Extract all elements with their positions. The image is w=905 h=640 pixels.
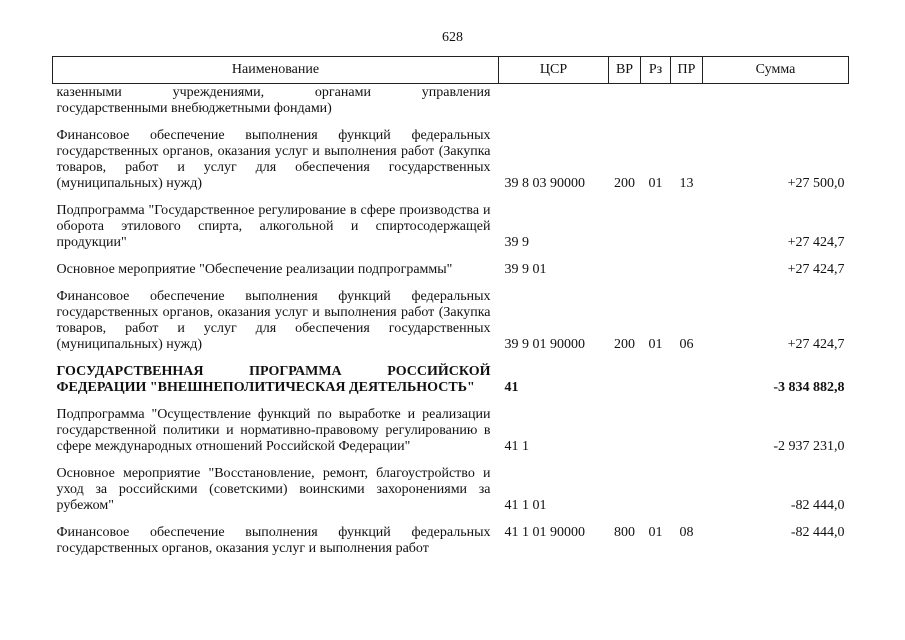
- row-rz: 01: [648, 176, 663, 191]
- table-row-program: [53, 364, 849, 407]
- row-vr: [609, 466, 641, 525]
- row-sum: [703, 84, 849, 129]
- row-csr: 41 1 01 90000: [504, 525, 585, 540]
- row-rz: [641, 466, 671, 525]
- row-rz: [641, 364, 671, 407]
- table-row: [53, 128, 849, 203]
- column-header-sum: Сумма: [703, 57, 849, 84]
- table-header-row: [53, 57, 849, 84]
- row-rz: [641, 84, 671, 129]
- column-header-vr: ВР: [609, 57, 641, 84]
- row-rz: [641, 203, 671, 262]
- row-vr: 200: [614, 176, 635, 191]
- table-row: [53, 289, 849, 364]
- table-row: [53, 203, 849, 262]
- row-csr: 39 9 01: [504, 262, 547, 277]
- row-csr: 39 8 03 90000: [504, 176, 585, 191]
- row-csr: 39 9 01 90000: [504, 337, 585, 352]
- row-pr: 08: [679, 525, 694, 540]
- row-csr: [499, 84, 609, 129]
- row-sum: -2 937 231,0: [773, 439, 845, 454]
- row-sum: -82 444,0: [790, 525, 845, 540]
- page-number: 628: [442, 30, 463, 45]
- row-pr: [671, 203, 703, 262]
- row-csr: 41 1 01: [504, 498, 547, 513]
- row-sum: +27 500,0: [787, 176, 845, 191]
- row-vr: [609, 84, 641, 129]
- row-csr: 39 9: [504, 235, 529, 250]
- row-pr: [671, 466, 703, 525]
- row-pr: 13: [679, 176, 694, 191]
- table-row: [53, 84, 849, 129]
- row-csr: 41 1: [504, 439, 529, 454]
- row-vr: [609, 407, 641, 466]
- row-name: Финансовое обеспечение выполнения функций федеральных государственных органов, оказания услуг и выполнения работ: [56, 525, 491, 556]
- row-sum: +27 424,7: [787, 235, 845, 250]
- row-name: Финансовое обеспечение выполнения функций федеральных государственных органов, оказания услуг и выполнения работ (Закупка товаров, работ и услуг для обеспечения государственных (муниципальных) нужд): [56, 289, 491, 352]
- row-name: Подпрограмма "Осуществление функций по выработке и реализации государственной политики и нормативно-правовому регулированию в сфере международных отношений Российской Федерации": [56, 407, 491, 454]
- row-csr: 41: [504, 380, 519, 395]
- row-sum: +27 424,7: [787, 262, 845, 277]
- row-name: Основное мероприятие "Восстановление, ремонт, благоустройство и уход за российскими (советскими) воинскими захоронениями за рубежом": [56, 466, 491, 513]
- row-name: Подпрограмма "Государственное регулирование в сфере производства и оборота этилового спирта, алкогольной и спиртосодержащей продукции": [56, 203, 491, 250]
- row-vr: 200: [614, 337, 635, 352]
- row-pr: [671, 364, 703, 407]
- row-pr: [671, 407, 703, 466]
- row-vr: [609, 364, 641, 407]
- row-vr: 800: [614, 525, 635, 540]
- table-row: [53, 407, 849, 466]
- column-header-csr: ЦСР: [499, 57, 609, 84]
- row-sum: -82 444,0: [790, 498, 845, 513]
- row-pr: [671, 262, 703, 289]
- table-row: [53, 466, 849, 525]
- row-rz: [641, 262, 671, 289]
- row-pr: [671, 84, 703, 129]
- row-sum: +27 424,7: [787, 337, 845, 352]
- table-row: [53, 262, 849, 289]
- column-header-rz: Рз: [641, 57, 671, 84]
- column-header-name: Наименование: [53, 57, 499, 84]
- row-pr: 06: [679, 337, 694, 352]
- row-name: ГОСУДАРСТВЕННАЯ ПРОГРАММА РОССИЙСКОЙ ФЕДЕРАЦИИ "ВНЕШНЕПОЛИТИЧЕСКАЯ ДЕЯТЕЛЬНОСТЬ": [56, 364, 491, 395]
- row-vr: [609, 262, 641, 289]
- row-vr: [609, 203, 641, 262]
- row-name-cell: [53, 84, 499, 129]
- row-rz: 01: [648, 337, 663, 352]
- row-sum: -3 834 882,8: [773, 380, 845, 395]
- row-name: Финансовое обеспечение выполнения функций федеральных государственных органов, оказания услуг и выполнения работ (Закупка товаров, работ и услуг для обеспечения государственных (муниципальных) нужд): [56, 128, 491, 191]
- row-name: Основное мероприятие "Обеспечение реализации подпрограммы": [56, 262, 453, 277]
- row-rz: [641, 407, 671, 466]
- row-rz: 01: [648, 525, 663, 540]
- column-header-pr: ПР: [671, 57, 703, 84]
- row-name-line: государственными внебюджетными фондами): [56, 101, 332, 116]
- table-row: [53, 525, 849, 568]
- row-name-line: казенными учреждениями, органами управления: [56, 85, 491, 100]
- budget-table: [52, 56, 849, 568]
